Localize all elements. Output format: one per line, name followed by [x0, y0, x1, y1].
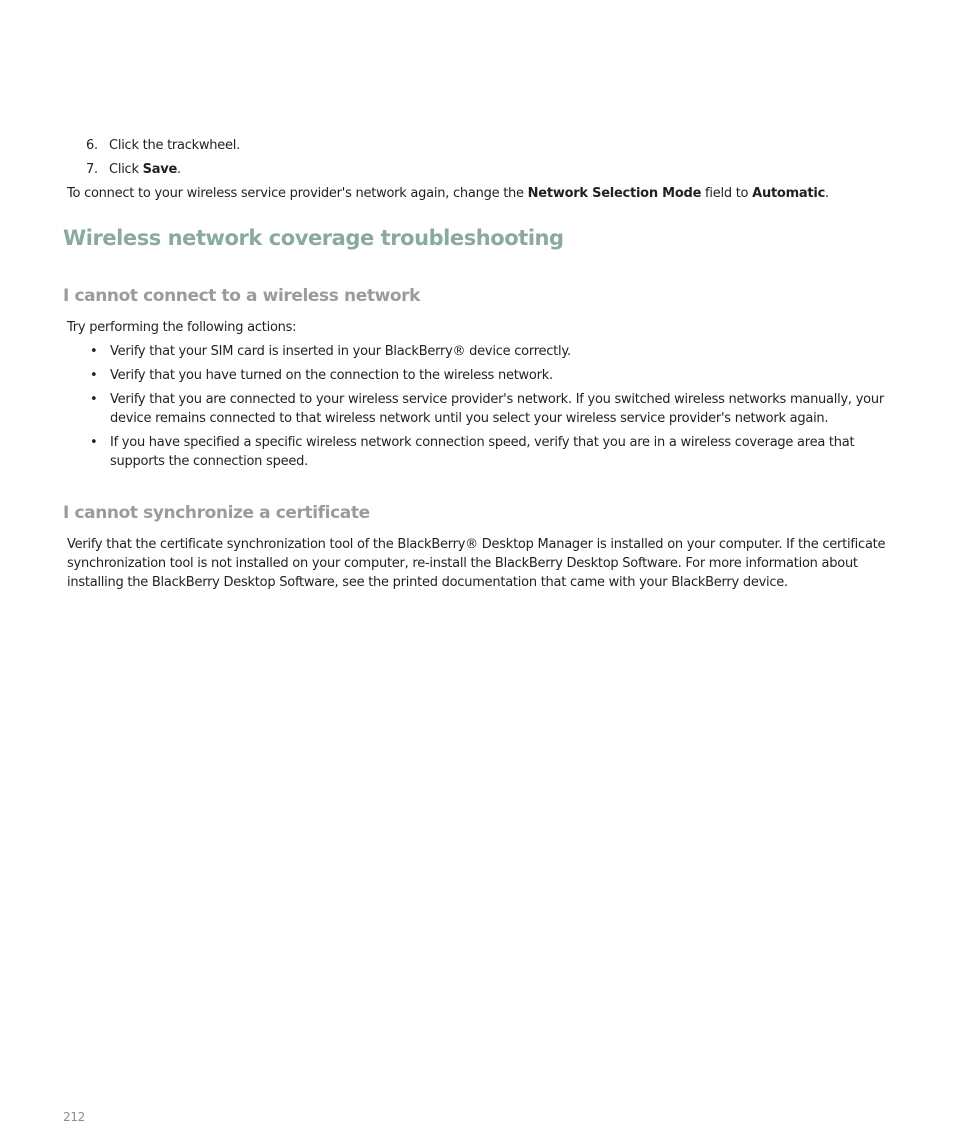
reconnect-note-middle: field to [701, 186, 753, 201]
automatic-term: Automatic [752, 186, 826, 201]
bullet-text: Verify that your SIM card is inserted in your BlackBerry® device correctly. [110, 344, 571, 359]
step-bold-term: Save [142, 162, 178, 177]
bullet-item [90, 342, 900, 361]
actions-lead: Try performing the following actions: [67, 320, 297, 335]
bullet-icon: • [90, 435, 98, 450]
bullet-text: Verify that you have turned on the connection to the wireless network. [110, 368, 553, 383]
bullet-icon: • [90, 392, 98, 407]
bullet-item [90, 390, 900, 428]
step-item [86, 136, 906, 160]
subsection-title-certificate: I cannot synchronize a certificate [63, 503, 370, 523]
network-selection-mode-term: Network Selection Mode [527, 186, 702, 201]
reconnect-note-prefix: To connect to your wireless service provider's network again, change the [67, 186, 528, 201]
step-number: 6. [86, 138, 98, 153]
bullet-icon: • [90, 368, 98, 383]
reconnect-note-suffix: . [825, 186, 829, 201]
page-number: 212 [63, 1110, 86, 1124]
bullet-item [90, 433, 900, 471]
bullet-text: Verify that you are connected to your wireless service provider's network. If you switched wireless networks manually, your device remains connected to that wireless network until you select your wireless service provider's network again. [110, 392, 884, 426]
bullet-text: If you have specified a specific wireless network connection speed, verify that you are in a wireless coverage area that supports the connection speed. [110, 435, 855, 469]
section-title: Wireless network coverage troubleshooting [63, 226, 564, 250]
step-item [86, 160, 906, 184]
step-text: Click the trackwheel. [109, 138, 241, 153]
troubleshooting-bullets [90, 342, 900, 476]
step-text-suffix: . [177, 162, 181, 177]
step-number: 7. [86, 162, 98, 177]
certificate-paragraph: Verify that the certificate synchronization tool of the BlackBerry® Desktop Manager is installed on your computer. If the certificate synchronization tool is not installed on your computer, re-install the BlackBerry Desktop Software. For more information about installing the BlackBerry Desktop Software, see the printed documentation that came with your BlackBerry device. [67, 537, 886, 590]
reconnect-note [67, 184, 917, 203]
bullet-icon: • [90, 344, 98, 359]
step-text-prefix: Click [109, 162, 143, 177]
subsection-title-connect: I cannot connect to a wireless network [63, 286, 421, 306]
bullet-item [90, 366, 900, 385]
step-text [109, 160, 181, 179]
numbered-steps [86, 136, 906, 184]
